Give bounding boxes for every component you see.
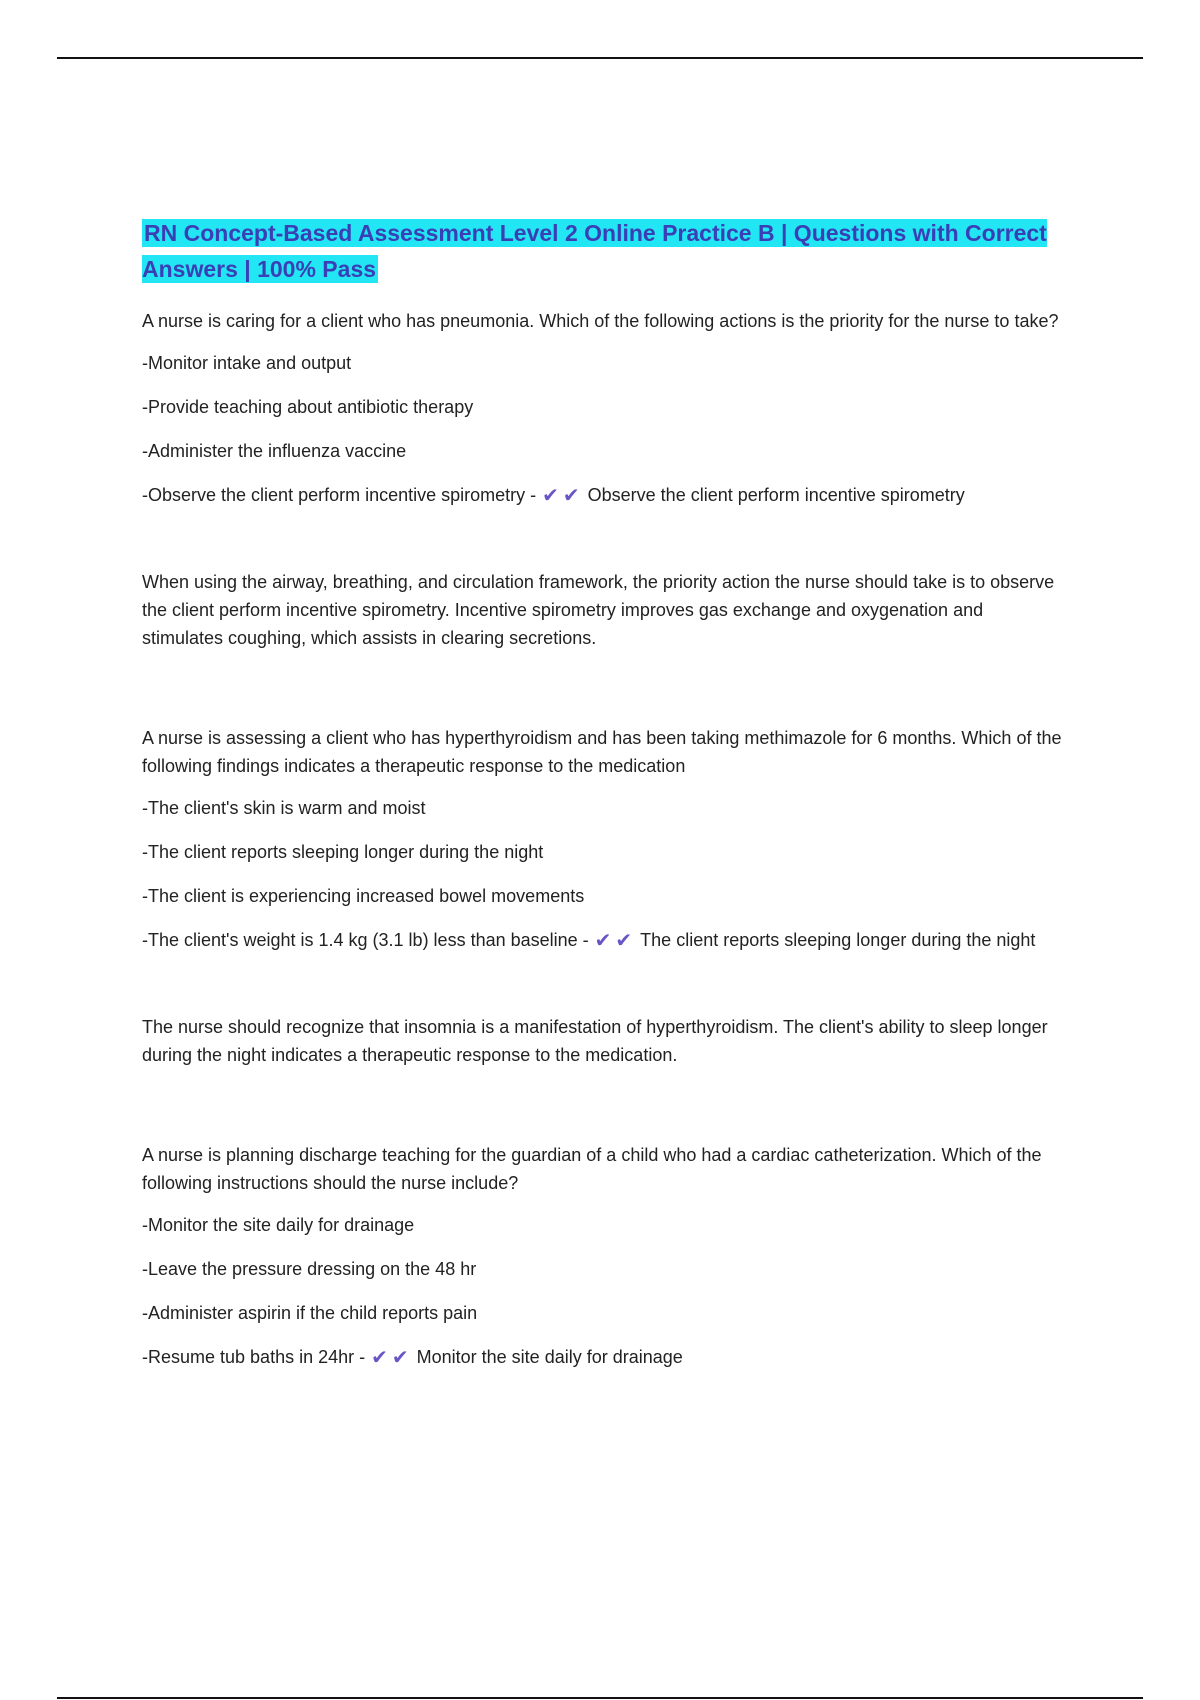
correct-answer: The client reports sleeping longer during the night [640,930,1036,950]
document-title: RN Concept-Based Assessment Level 2 Online Practice B | Questions with Correct Answers | 100% Pass [142,220,1047,282]
question-stem: A nurse is assessing a client who has hyperthyroidism and has been taking methimazole for 6 months. Which of the following findings indicates a therapeutic response to the medication [142,728,1062,776]
answer-option-text: -The client's weight is 1.4 kg (3.1 lb) less than baseline - [142,930,589,950]
correct-answer: Observe the client perform incentive spirometry [587,485,965,505]
question-block-2 [142,724,1062,1069]
answer-option: -Monitor intake and output [142,353,352,373]
answer-option-text: -Resume tub baths in 24hr - [142,1347,366,1367]
correct-answer: Monitor the site daily for drainage [416,1347,683,1367]
answer-option: -Administer aspirin if the child reports pain [142,1303,478,1323]
question-block-3 [142,1141,1062,1372]
answer-option: -Leave the pressure dressing on the 48 hr [142,1259,477,1279]
question-block-1 [142,307,1062,652]
double-check-icon: ✔✔ [371,1347,413,1369]
answer-option: -Administer the influenza vaccine [142,441,407,461]
answer-option: -The client reports sleeping longer during the night [142,842,544,862]
bottom-rule [57,1697,1143,1699]
question-stem: A nurse is caring for a client who has pneumonia. Which of the following actions is the priority for the nurse to take? [142,311,1059,331]
top-rule [57,57,1143,59]
answer-option: -Monitor the site daily for drainage [142,1215,415,1235]
answer-option-with-key [142,1343,1062,1372]
answer-option-with-key [142,926,1062,955]
answer-option-with-key [142,481,1062,510]
double-check-icon: ✔✔ [594,930,637,952]
rationale: When using the airway, breathing, and circulation framework, the priority action the nurse should take is to observe the client perform incentive spirometry. Incentive spirometry improves gas exchange and oxygenation and stimulates coughing, which assists in clearing secretions. [142,572,1055,648]
rationale: The nurse should recognize that insomnia is a manifestation of hyperthyroidism. The client's ability to sleep longer during the night indicates a therapeutic response to the medication. [142,1017,1048,1065]
question-stem: A nurse is planning discharge teaching for the guardian of a child who had a cardiac catheterization. Which of the following instructions should the nurse include? [142,1145,1042,1193]
document-body [142,215,1062,1372]
answer-option-text: -Observe the client perform incentive spirometry - [142,485,537,505]
answer-option: -Provide teaching about antibiotic therapy [142,397,474,417]
answer-option: -The client's skin is warm and moist [142,798,426,818]
answer-option: -The client is experiencing increased bowel movements [142,886,585,906]
double-check-icon: ✔✔ [542,485,584,507]
